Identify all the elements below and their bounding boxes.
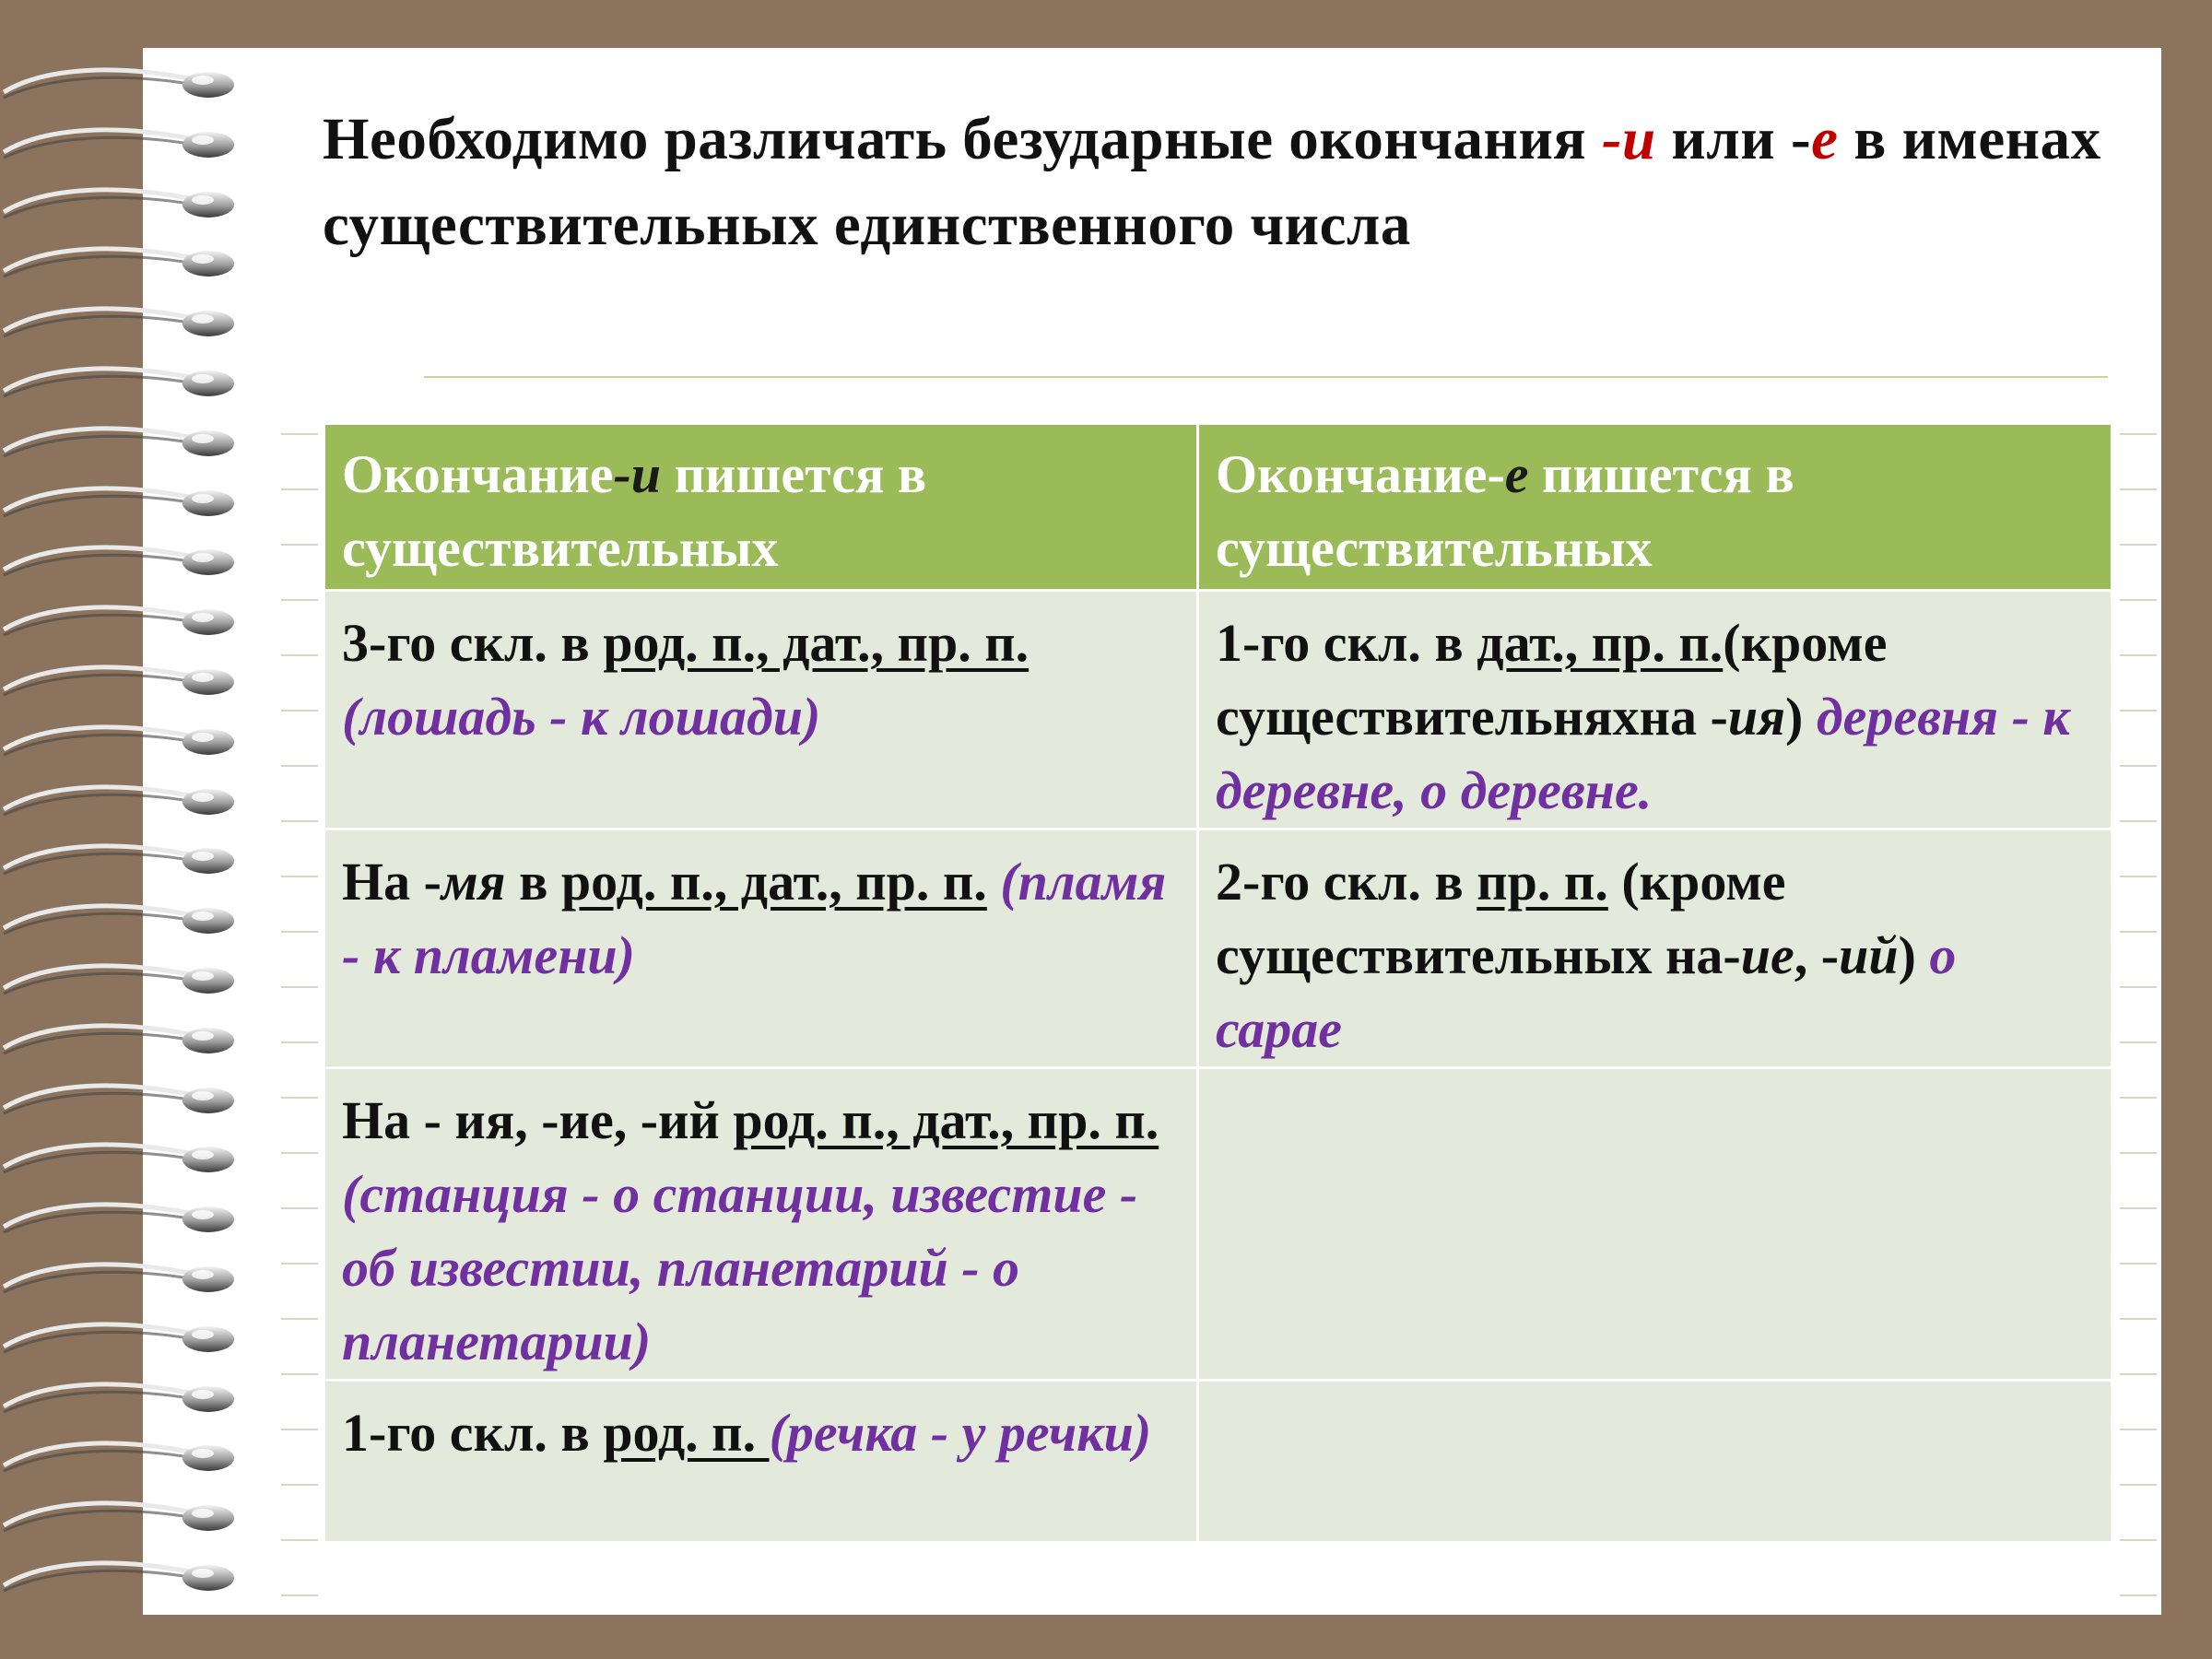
spiral-binding-ring-icon <box>0 1252 249 1309</box>
ruled-line-dash <box>2120 876 2157 877</box>
spiral-binding-ring-icon <box>0 236 249 293</box>
ruled-line-dash <box>281 986 318 988</box>
ruled-line-dash <box>2120 1594 2157 1596</box>
ruled-line-dash <box>2120 1373 2157 1375</box>
example-text: (лошадь - к лошади) <box>342 687 821 747</box>
title-divider <box>424 376 2108 378</box>
ruled-line-dash <box>281 1263 318 1265</box>
ruled-line-dash <box>2120 599 2157 601</box>
rule-cell-e <box>1198 1068 2112 1381</box>
rule-text: пишется в существительных <box>342 444 927 578</box>
example-text: деревня - к деревне, о деревне. <box>1216 687 2070 820</box>
ruled-line-dash <box>281 1097 318 1099</box>
ruled-line-dash <box>2120 544 2157 546</box>
table-row <box>324 1068 2112 1381</box>
rule-text: На - ия, -ие, -ий <box>342 1090 734 1150</box>
rule-text: (кроме существительных на- <box>1216 852 1786 985</box>
ruled-line-dash <box>2120 931 2157 933</box>
case-list-text: пр. п. <box>1477 852 1608 912</box>
spiral-binding-ring-icon <box>0 1013 249 1070</box>
ruled-line-dash <box>2120 1263 2157 1265</box>
rule-text: (кроме существительняхна - <box>1216 613 1888 747</box>
spiral-binding-ring-icon <box>0 654 249 712</box>
ruled-line-dash <box>281 1594 318 1596</box>
ruled-line-dash <box>2120 488 2157 490</box>
ruled-line-dash <box>281 654 318 656</box>
ruled-line-dash <box>281 488 318 490</box>
table-row <box>324 830 2112 1068</box>
rule-text: На - <box>342 852 441 912</box>
example-text: о сарае <box>1216 925 1957 1059</box>
rule-text: е <box>1504 444 1529 504</box>
spiral-binding-ring-icon <box>0 1550 249 1607</box>
ruled-line-dash <box>281 544 318 546</box>
ruled-line-dash <box>2120 1097 2157 1099</box>
rule-cell-i <box>324 1381 1198 1543</box>
ruled-line-dash <box>281 876 318 877</box>
ruled-line-dash <box>2120 654 2157 656</box>
ruled-line-dash <box>281 433 318 435</box>
ruled-line-dash <box>281 1207 318 1209</box>
case-list-text: дат., пр. п. <box>1477 613 1724 673</box>
rule-text <box>987 852 1001 912</box>
spiral-binding-ring-icon <box>0 535 249 592</box>
ruled-line-dash <box>281 1373 318 1375</box>
slide-title <box>323 97 2129 268</box>
rule-text: ) <box>1784 687 1817 747</box>
example-text: (речка - у речки) <box>769 1403 1152 1463</box>
ruled-line-dash <box>281 1041 318 1043</box>
spiral-binding-ring-icon <box>0 594 249 652</box>
ruled-line-dash <box>281 599 318 601</box>
ruled-line-dash <box>2120 710 2157 712</box>
rule-cell-i <box>324 1068 1198 1381</box>
spiral-binding-ring-icon <box>0 1073 249 1130</box>
rule-text: 2-го скл. в <box>1216 852 1477 912</box>
spiral-binding-ring-icon <box>0 476 249 533</box>
spiral-binding-ring-icon <box>0 57 249 114</box>
rule-cell-e <box>1198 1381 2112 1543</box>
table-header-row <box>324 424 2112 591</box>
ruled-line-dash <box>281 710 318 712</box>
case-list-text: род. п., дат., пр. п. <box>733 1090 1159 1150</box>
spiral-binding-ring-icon <box>0 1132 249 1189</box>
ruled-line-dash <box>2120 1152 2157 1154</box>
rule-text: Окончание- <box>1216 444 1505 504</box>
ruled-line-dash <box>281 820 318 822</box>
rule-text: е <box>1811 106 1839 172</box>
spiral-binding-ring-icon <box>0 177 249 234</box>
rule-text: в именах существительных единственного числа <box>323 106 2101 258</box>
rule-text: ия <box>1727 687 1785 747</box>
rule-text: 1-го скл. в <box>1216 613 1477 673</box>
rule-text: -и <box>1601 106 1656 172</box>
rule-text: ие <box>1740 925 1794 985</box>
rule-text: ) <box>1898 925 1930 985</box>
example-text: (станция - о станции, известие - об известии, планетарий - о планетарии) <box>342 1164 1138 1371</box>
ruled-line-dash <box>2120 1484 2157 1486</box>
spiral-binding-ring-icon <box>0 356 249 413</box>
ruled-line-dash <box>281 1429 318 1430</box>
spiral-binding-ring-icon <box>0 833 249 890</box>
ruled-line-dash <box>2120 1318 2157 1320</box>
rule-text: Окончание <box>342 444 614 504</box>
rule-cell-e <box>1198 591 2112 830</box>
spiral-binding-ring-icon <box>0 953 249 1010</box>
rule-text: 3-го скл. в <box>342 613 604 673</box>
ruled-line-dash <box>2120 820 2157 822</box>
rule-text: Необходимо различать безударные окончания <box>323 106 1602 172</box>
spiral-binding-ring-icon <box>0 893 249 950</box>
case-list-text: род. п. <box>603 1403 770 1463</box>
rule-text: , - <box>1794 925 1840 985</box>
case-list-text: род. п., дат., пр. п. <box>603 613 1030 673</box>
rule-text: мя <box>441 852 506 912</box>
spiral-binding-ring-icon <box>0 1371 249 1429</box>
header-ending-e <box>1198 424 2112 591</box>
ruled-line-dash <box>2120 1429 2157 1430</box>
spiral-binding-ring-icon <box>0 117 249 174</box>
rule-text: пишется в существительных <box>1216 444 1794 578</box>
spiral-binding-ring-icon <box>0 714 249 771</box>
rule-text: или - <box>1655 106 1812 172</box>
ruled-line-dash <box>2120 1041 2157 1043</box>
ruled-line-dash <box>2120 1539 2157 1541</box>
rule-text: -и <box>613 444 662 504</box>
header-ending-i <box>324 424 1198 591</box>
ruled-line-dash <box>281 1539 318 1541</box>
spiral-binding-ring-icon <box>0 774 249 831</box>
spiral-binding-ring-icon <box>0 1192 249 1249</box>
rule-cell-i <box>324 591 1198 830</box>
rule-text: в <box>505 852 561 912</box>
table-row <box>324 591 2112 830</box>
table-row <box>324 1381 2112 1543</box>
spiral-binding-ring-icon <box>0 1312 249 1369</box>
rule-text: ий <box>1839 925 1899 985</box>
rule-cell-e <box>1198 830 2112 1068</box>
example-text: (пламя - к пламени) <box>342 852 1167 985</box>
ruled-line-dash <box>2120 765 2157 767</box>
ruled-line-dash <box>2120 986 2157 988</box>
rule-text: 1-го скл. в <box>342 1403 604 1463</box>
ruled-line-dash <box>281 1152 318 1154</box>
spiral-binding-ring-icon <box>0 1430 249 1488</box>
ruled-line-dash <box>2120 433 2157 435</box>
ruled-line-dash <box>2120 1207 2157 1209</box>
ruled-line-dash <box>281 1484 318 1486</box>
spiral-binding-ring-icon <box>0 1490 249 1547</box>
spiral-binding-ring-icon <box>0 416 249 473</box>
rules-table <box>323 422 2113 1544</box>
rule-cell-i <box>324 830 1198 1068</box>
ruled-line-dash <box>281 1318 318 1320</box>
spiral-binding-ring-icon <box>0 296 249 353</box>
case-list-text: род. п., дат., пр. п. <box>560 852 987 912</box>
ruled-line-dash <box>281 931 318 933</box>
ruled-line-dash <box>281 765 318 767</box>
